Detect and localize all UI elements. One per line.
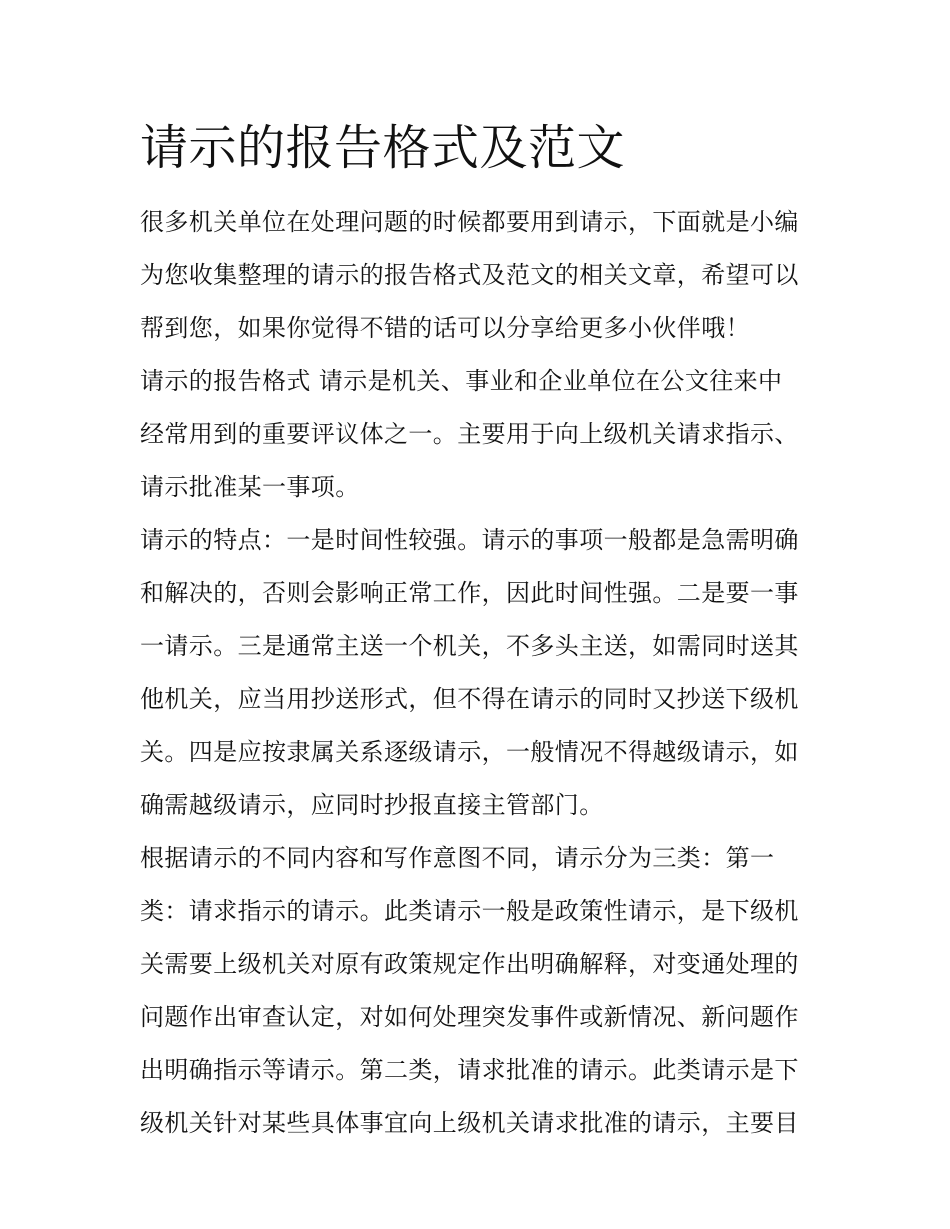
body-line-4: 请示的报告格式 请示是机关、事业和企业单位在公文往来中 xyxy=(140,367,783,395)
body-line-9: 一请示。三是通常主送一个机关，不多头主送，如需同时送其 xyxy=(140,632,799,660)
body-line-10: 他机关，应当用抄送形式，但不得在请示的同时又抄送下级机 xyxy=(140,685,799,713)
body-line-18: 级机关针对某些具体事宜向上级机关请求批准的请示，主要目 xyxy=(140,1109,799,1137)
document-body xyxy=(140,196,830,1150)
body-line-12: 确需越级请示，应同时抄报直接主管部门。 xyxy=(140,791,604,819)
body-line-3: 帮到您，如果你觉得不错的话可以分享给更多小伙伴哦！ xyxy=(140,314,750,342)
body-line-17: 出明确指示等请示。第二类，请求批准的请示。此类请示是下 xyxy=(140,1056,799,1084)
body-line-2: 为您收集整理的请示的报告格式及范文的相关文章，希望可以 xyxy=(140,261,799,289)
body-line-8: 和解决的，否则会影响正常工作，因此时间性强。二是要一事 xyxy=(140,579,799,607)
body-line-11: 关。四是应按隶属关系逐级请示，一般情况不得越级请示，如 xyxy=(140,738,799,766)
body-line-15: 关需要上级机关对原有政策规定作出明确解释，对变通处理的 xyxy=(140,950,799,978)
body-line-7: 请示的特点：一是时间性较强。请示的事项一般都是急需明确 xyxy=(140,526,799,554)
body-line-5: 经常用到的重要评议体之一。主要用于向上级机关请求指示、 xyxy=(140,420,799,448)
body-line-14: 类：请求指示的请示。此类请示一般是政策性请示，是下级机 xyxy=(140,897,799,925)
body-line-13: 根据请示的不同内容和写作意图不同，请示分为三类：第一 xyxy=(140,844,775,872)
body-line-1: 很多机关单位在处理问题的时候都要用到请示，下面就是小编 xyxy=(140,208,799,236)
body-line-6: 请示批准某一事项。 xyxy=(140,473,360,501)
document-title: 请示的报告格式及范文 xyxy=(140,120,626,176)
body-line-16: 问题作出审查认定，对如何处理突发事件或新情况、新问题作 xyxy=(140,1003,799,1031)
